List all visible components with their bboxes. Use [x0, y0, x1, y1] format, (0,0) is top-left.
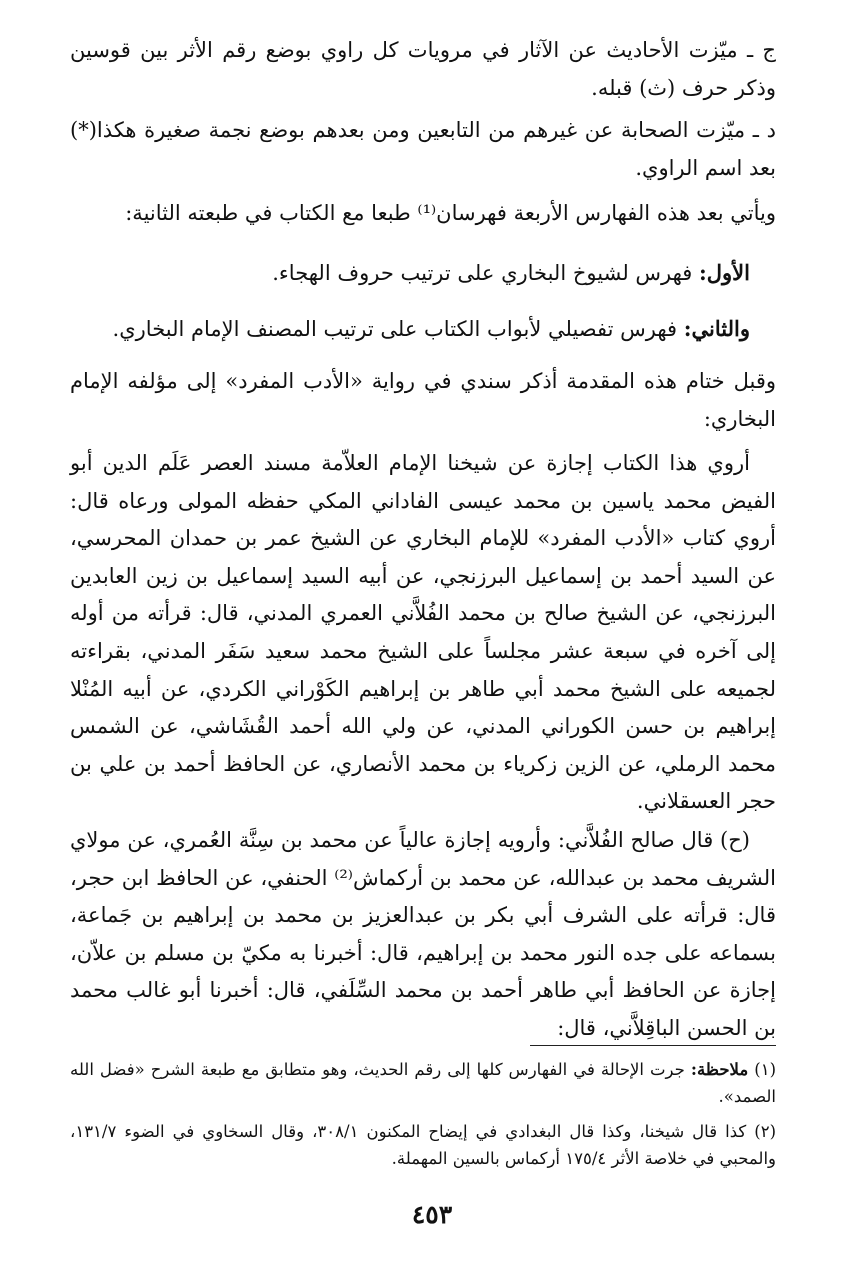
index-item-first-label: الأول:: [699, 260, 750, 285]
index-item-first: [70, 254, 776, 293]
paragraph-isnad-2: (ح) قال صالح الفُلاَّني: وأرويه إجازة عالياً عن محمد بن سِنَّة العُمري، عن مولاي الشريف محمد بن عبدالله، عن محمد بن أركماش⁽²⁾ الحنفي، عن الحافظ ابن حجر، قال: قرأته على الشرف أبي بكر بن عبدالعزيز بن محمد بن إبراهيم بن جَماعة، بسماعه على جده النور محمد بن إبراهيم، قال: أخبرنا به مكيّ بن مسلم بن علاّن، إجازة عن الحافظ أبي طاهر أحمد بن محمد السِّلَفي، قال: أخبرنا أبو غالب محمد بن الحسن الباقِلاَّني، قال:: [70, 828, 776, 1040]
paragraph-dal: د ـ ميّزت الصحابة عن غيرهم من التابعين ومن بعدهم بوضع نجمة صغيرة هكذا(*) بعد اسم الراوي.: [70, 118, 776, 180]
index-item-first-text: فهرس لشيوخ البخاري على ترتيب حروف الهجاء.: [272, 261, 693, 285]
footnote-2: [70, 1118, 776, 1172]
footnote-2-number: (٢): [754, 1122, 776, 1141]
footnote-1-text: جرت الإحالة في الفهارس كلها إلى رقم الحديث، وهو متطابق مع طبعة الشرح «فضل الله الصمد».: [70, 1060, 776, 1106]
index-item-second-text: فهرس تفصيلي لأبواب الكتاب على ترتيب المصنف الإمام البخاري.: [112, 317, 678, 341]
footnote-2-text: كذا قال شيخنا، وكذا قال البغدادي في إيضاح المكنون ٣٠٨/١، وقال السخاوي في الضوء ١٣١/٧، والمحبي في خلاصة الأثر ١٧٥/٤ أركماس بالسين المهملة.: [70, 1122, 776, 1168]
footnote-1: [70, 1056, 776, 1110]
index-item-second: [70, 310, 776, 349]
footnote-divider: [530, 1045, 776, 1046]
paragraph-jeem: ج ـ ميّزت الأحاديث عن الآثار في مرويات كل راوي بوضع رقم الأثر بين قوسين وذكر حرف (ث) قبله.: [70, 38, 776, 100]
paragraph-indexes: ويأتي بعد هذه الفهارس الأربعة فهرسان⁽¹⁾ طبعا مع الكتاب في طبعته الثانية:: [125, 201, 776, 225]
page-number: ٤٥٣: [411, 1200, 453, 1229]
footnote-1-label: ملاحظة:: [690, 1060, 749, 1079]
paragraph-before-end: وقبل ختام هذه المقدمة أذكر سندي في رواية «الأدب المفرد» إلى مؤلفه الإمام البخاري:: [70, 369, 776, 431]
paragraph-isnad-1: أروي هذا الكتاب إجازة عن شيخنا الإمام العلاّمة مسند العصر عَلَم الدين أبو الفيض محمد ياسين بن محمد عيسى الفاداني المكي حفظه المولى ورعاه قال: أروي كتاب «الأدب المفرد» للإمام البخاري عن الشيخ عمر بن حمدان المحرسي، عن السيد أحمد بن إسماعيل البرزنجي، عن أبيه السيد إسماعيل بن زين العابدين البرزنجي، عن الشيخ صالح بن محمد الفُلاَّني العمري المدني، قال: قرأته من أوله إلى آخره في سبعة عشر مجلساً على الشيخ محمد سعيد سَفَر المدني، بقراءته لجميعه على الشيخ محمد أبي طاهر بن إبراهيم الكَوْراني الكردي، عن أبيه المُنْلا إبراهيم بن حسن الكوراني المدني، عن ولي الله أحمد القُشَاشي، عن الشمس محمد الرملي، عن الزين زكرياء بن محمد الأنصاري، عن الحافظ أحمد بن علي بن حجر العسقلاني.: [70, 451, 776, 814]
footnote-1-number: (١): [754, 1060, 776, 1079]
index-item-second-label: والثاني:: [683, 316, 750, 341]
